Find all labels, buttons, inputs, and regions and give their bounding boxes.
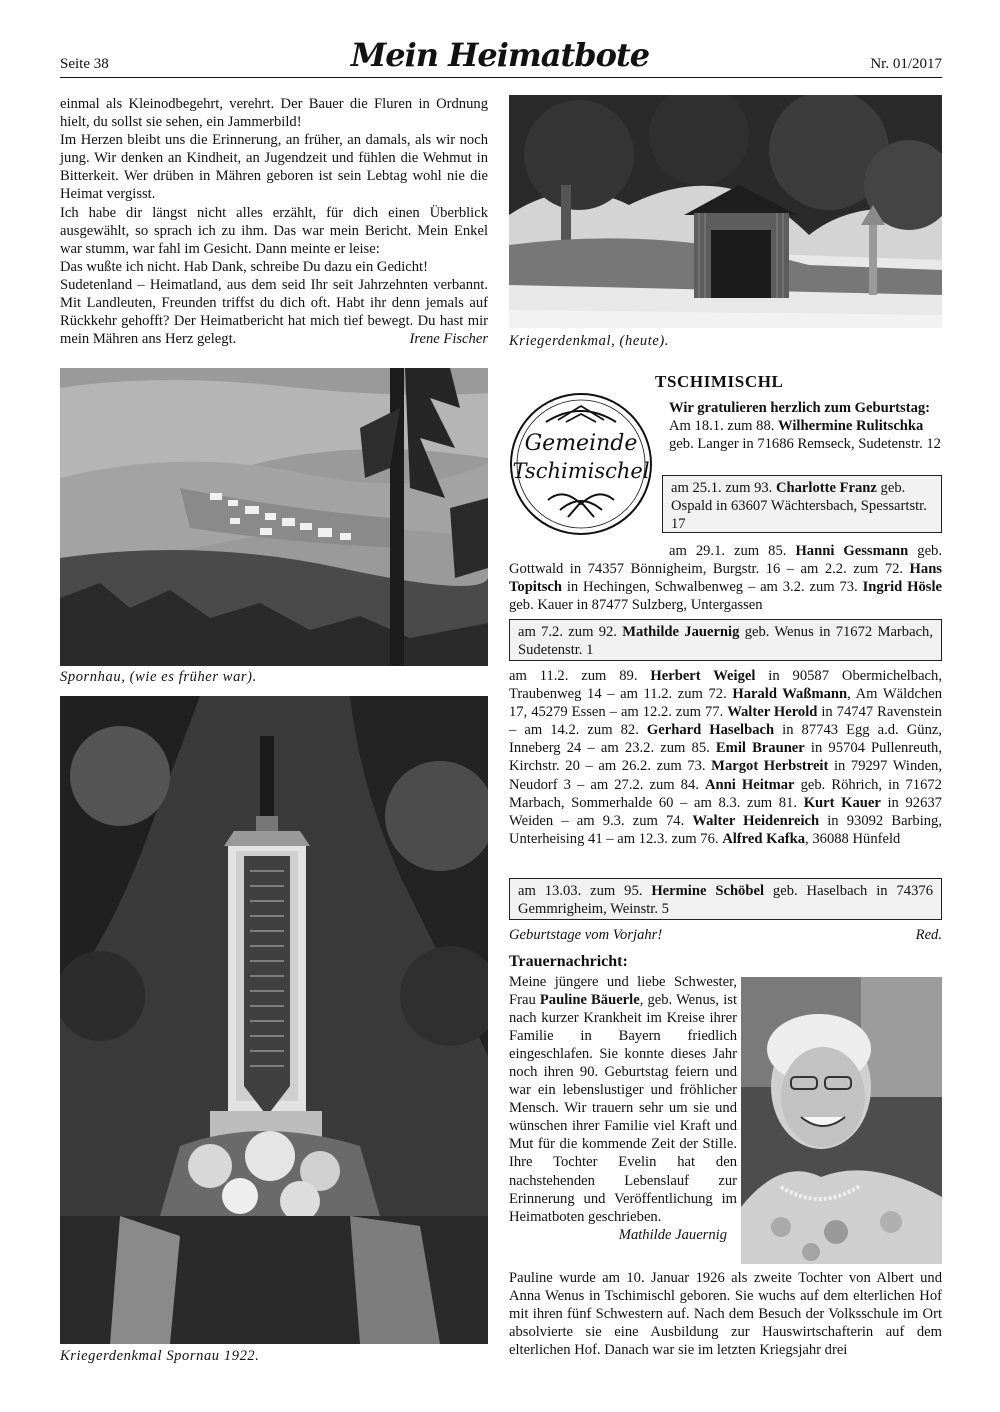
poem-stanza: Ich habe dir längst nicht alles erzählt, für dich einen Überblick ausgewählt, so sprach ich zu ihm. Das war mein Bericht. Mein Enkel war stumm, war fahl im Gesicht. Dann meinte er leise: <box>60 204 488 257</box>
poem-stanza: Im Herzen bleibt uns die Erinnerung, an früher, an damals, als wir noch jung. Wir denken an Kindheit, an Jugendzeit und fühlen die Wehmut in Bitterkeit. Wer drüben in Mähren geboren ist sein Lebtag wohl nie die Heimat vergisst. <box>60 132 488 203</box>
congrats-heading: Wir gratulieren herzlich zum Geburtstag: <box>669 400 931 416</box>
war-memorial-1922-caption: Kriegerdenkmal Spornau 1922. <box>60 1348 260 1364</box>
masthead-logo: Mein Heimatbote <box>350 36 650 74</box>
poem-stanza: Sudetenland – Heimatland, aus dem seid Ihr seit Jahrzehnten verbannt. Mit Landleuten, Freunden triffst du dich oft. Habt ihr denn jemals auf Rückkehr gehofft? Der Heimatbericht hat mich tief bewegt. Du hast mir mein Mähren ans Herz gelegt. Irene Fischer <box>60 276 488 348</box>
poem-author: Irene Fischer <box>409 331 488 348</box>
spornhau-caption: Spornhau, (wie es früher war). <box>60 669 257 685</box>
section-title: TSCHIMISCHL <box>655 372 784 391</box>
obituary-text: Meine jüngere und liebe Schwester, Frau Pauline Bäuerle, geb. Wenus, ist nach kurzer Krankheit im Kreise ihrer Familie in Bayern friedlich eingeschlafen. Sie konnte dieses Jahr noch ihren 90. Geburtstag feiern und war ein lebenslustiger und fröhlicher Mensch. Wir trauern sehr um sie und wünschen ihrer Familie viel Kraft und Mut für die kommende Zeit der Stille. Ihre Tochter Evelin hat den nachstehenden Lebenslauf zur Erinnerung und Veröffentlichung im Heimatboten geschrieben. Mathilde Jauernig <box>509 974 737 1243</box>
page-number: Seite 38 <box>60 56 109 72</box>
poem-stanza: einmal als Kleinodbegehrt, verehrt. Der Bauer die Fluren in Ordnung hielt, du sollst sie sehen, ein Jammerbild! <box>60 96 488 131</box>
municipality-seal <box>508 392 654 536</box>
birthday-list-1: am 29.1. zum 85. Hanni Gessmann geb. Gottwald in 74357 Bönnigheim, Burgstr. 16 – am 2.2. zum 72. Hans Topitsch in Hechingen, Schwalbenweg – am 3.2. zum 73. Ingrid Hösle geb. Kauer in 87477 Sulzberg, Untergassen <box>509 543 943 614</box>
previous-year-note: Geburtstage vom Vorjahr! Red. <box>509 927 942 943</box>
war-memorial-today-caption: Kriegerdenkmal, (heute). <box>509 333 670 349</box>
poem-stanza: Das wußte ich nicht. Hab Dank, schreibe Du dazu ein Gedicht! <box>60 258 428 275</box>
seal-text-gemeinde: Gemeinde <box>524 431 638 456</box>
obituary-author: Mathilde Jauernig <box>618 1226 727 1243</box>
birthday-list-2: am 11.2. zum 89. Herbert Weigel in 90587 Obermichelbach, Traubenweg 14 – am 11.2. zum 72. Harald Waßmann, Am Wäldchen 17, 45279 Essen – am 12.2. zum 77. Walter Herold in 74747 Ravenstein – am 14.2. zum 82. Gerhard Haselbach in 87743 Egg a.d. Günz, Inneberg 24 – am 23.2. zum 85. Emil Brauner in 95704 Pullenreuth, Kirchstr. 20 – am 26.2. zum 73. Margot Herbstreit in 79297 Winden, Neudorf 3 – am 27.2. zum 84. Anni Heitmar geb. Röhrich, in 71672 Marbach, Sommerhalde 60 – am 8.3. zum 81. Kurt Kauer in 92637 Weiden – am 9.3. zum 74. Walter Heidenreich in 93092 Barbing, Unterheising 41 – am 12.3. zum 76. Alfred Kafka, 36088 Hünfeld <box>509 668 943 847</box>
birthday-highlight-box: am 13.03. zum 95. Hermine Schöbel geb. Haselbach in 74376 Gemmrigheim, Weinstr. 5 <box>509 878 942 920</box>
war-memorial-1922-photo <box>60 696 488 1344</box>
pauline-portrait-photo <box>741 977 942 1264</box>
seal-text-town: Tschimischel <box>512 459 650 483</box>
issue-number: Nr. 01/2017 <box>870 56 942 72</box>
spornhau-photo <box>60 368 488 666</box>
poem-text <box>60 95 488 348</box>
header-rule <box>60 77 942 78</box>
congrats-intro <box>669 399 942 453</box>
birthday-entry: Am 18.1. zum 88. Wilhermine Rulitschka geb. Langer in 71686 Remseck, Sudetenstr. 12 <box>669 418 941 453</box>
birthday-highlight-box: am 7.2. zum 92. Mathilde Jauernig geb. Wenus in 71672 Marbach, Sudetenstr. 1 <box>509 619 942 661</box>
birthday-highlight-box: am 25.1. zum 93. Charlotte Franz geb. Ospald in 63607 Wächtersbach, Spessartstr. 17 <box>662 475 942 533</box>
obituary-title: Trauernachricht: <box>509 953 628 970</box>
obituary-biography: Pauline wurde am 10. Januar 1926 als zweite Tochter von Albert und Anna Wenus in Tschimischl geboren. Sie wuchs auf dem elterlichen Hof mit ihren fünf Schwestern auf. Nach dem Besuch der Volksschule im Ort absolvierte sie eine Ausbildung zur Hauswirtschafterin auf dem elterlichen Hof. Danach war sie im letzten Kriegsjahr drei <box>509 1270 942 1359</box>
editor-sign: Red. <box>915 927 942 943</box>
war-memorial-today-photo <box>509 95 942 328</box>
